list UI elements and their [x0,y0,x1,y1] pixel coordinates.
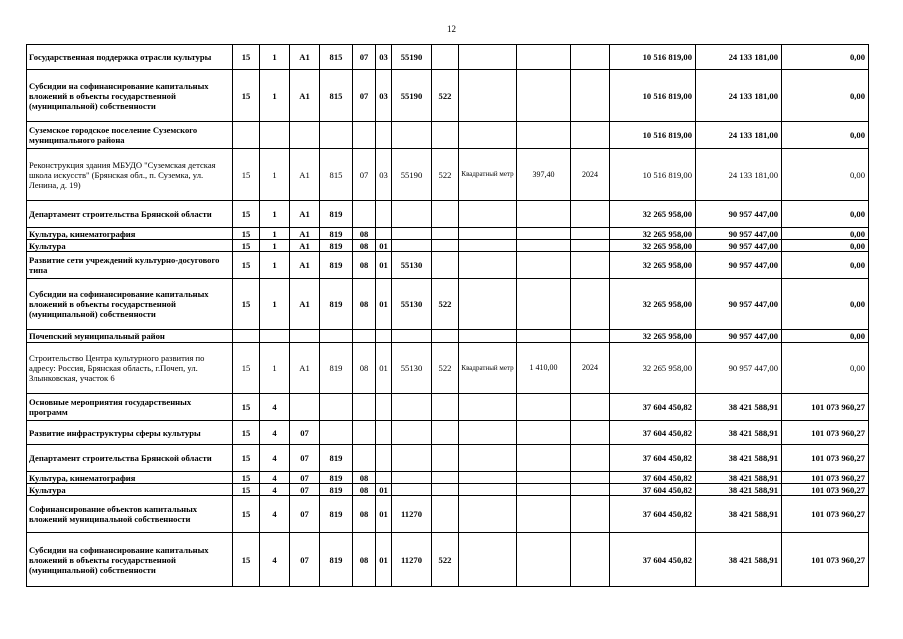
subsection-code-cell: 01 [376,496,392,533]
amount-year1-cell: 37 604 450,82 [610,445,696,472]
section-code-cell: 08 [353,496,376,533]
section-code-cell: 07 [353,149,376,201]
section-code-cell [353,330,376,343]
row-name-cell: Суземское городское поселение Суземского муниципального района [27,122,233,149]
amount-year3-cell: 0,00 [782,240,869,252]
department-code-cell: 819 [320,252,353,279]
project-code-cell: 07 [290,445,320,472]
amount-year3-cell: 0,00 [782,343,869,394]
capacity-cell [517,330,571,343]
expense-type-cell [432,228,459,240]
project-code-cell: 07 [290,496,320,533]
table-row [27,533,869,587]
row-name-cell: Культура [27,240,233,252]
amount-year1-cell: 32 265 958,00 [610,252,696,279]
subsection-code-cell: 03 [376,70,392,122]
amount-year3-cell: 101 073 960,27 [782,484,869,496]
capacity-cell [517,421,571,445]
direction-code-cell [392,122,432,149]
capacity-cell [517,70,571,122]
program-code-cell: 15 [233,149,260,201]
section-code-cell: 07 [353,45,376,70]
unit-cell [459,445,517,472]
program-code-cell: 15 [233,228,260,240]
unit-cell [459,421,517,445]
row-name-cell: Строительство Центра культурного развития по адресу: Россия, Брянская область, г.Почеп, ул. Злынковская, участок 6 [27,343,233,394]
subprogram-code-cell: 1 [260,70,290,122]
amount-year1-cell: 37 604 450,82 [610,533,696,587]
row-name-cell: Департамент строительства Брянской области [27,201,233,228]
section-code-cell [353,122,376,149]
section-code-cell: 08 [353,252,376,279]
project-code-cell: 07 [290,472,320,484]
unit-cell [459,533,517,587]
row-name-cell: Софинансирование объектов капитальных вложений муниципальной собственности [27,496,233,533]
section-code-cell: 07 [353,70,376,122]
amount-year2-cell: 90 957 447,00 [696,240,782,252]
amount-year2-cell: 90 957 447,00 [696,201,782,228]
amount-year2-cell: 38 421 588,91 [696,421,782,445]
table-row [27,330,869,343]
amount-year2-cell: 38 421 588,91 [696,533,782,587]
table-row [27,240,869,252]
direction-code-cell [392,330,432,343]
year-cell [571,45,610,70]
subprogram-code-cell: 1 [260,252,290,279]
amount-year1-cell: 37 604 450,82 [610,484,696,496]
amount-year3-cell: 101 073 960,27 [782,533,869,587]
row-name-cell: Почепский муниципальный район [27,330,233,343]
subsection-code-cell: 01 [376,252,392,279]
subsection-code-cell: 01 [376,279,392,330]
capacity-cell [517,228,571,240]
project-code-cell: 07 [290,533,320,587]
subprogram-code-cell: 4 [260,533,290,587]
subprogram-code-cell: 1 [260,45,290,70]
amount-year2-cell: 38 421 588,91 [696,445,782,472]
section-code-cell: 08 [353,343,376,394]
year-cell [571,472,610,484]
unit-cell [459,496,517,533]
row-name-cell: Субсидии на софинансирование капитальных вложений в объекты государственной (муниципальной) собственности [27,533,233,587]
subsection-code-cell: 01 [376,343,392,394]
subprogram-code-cell: 4 [260,496,290,533]
subsection-code-cell [376,421,392,445]
subsection-code-cell [376,201,392,228]
section-code-cell: 08 [353,240,376,252]
department-code-cell: 819 [320,472,353,484]
page-number: 12 [447,24,456,34]
subsection-code-cell: 03 [376,149,392,201]
amount-year1-cell: 10 516 819,00 [610,149,696,201]
row-name-cell: Культура, кинематография [27,472,233,484]
year-cell [571,330,610,343]
capacity-cell [517,279,571,330]
amount-year3-cell: 101 073 960,27 [782,496,869,533]
department-code-cell: 819 [320,533,353,587]
program-code-cell: 15 [233,45,260,70]
expense-type-cell: 522 [432,279,459,330]
row-name-cell: Культура, кинематография [27,228,233,240]
capacity-cell [517,122,571,149]
amount-year1-cell: 32 265 958,00 [610,330,696,343]
program-code-cell: 15 [233,201,260,228]
subsection-code-cell: 01 [376,533,392,587]
project-code-cell: 07 [290,421,320,445]
department-code-cell: 815 [320,70,353,122]
department-code-cell: 819 [320,343,353,394]
year-cell [571,240,610,252]
amount-year1-cell: 32 265 958,00 [610,343,696,394]
project-code-cell: А1 [290,201,320,228]
subprogram-code-cell: 1 [260,279,290,330]
capacity-cell [517,201,571,228]
department-code-cell [320,421,353,445]
expense-type-cell [432,472,459,484]
direction-code-cell: 55190 [392,70,432,122]
row-name-cell: Субсидии на софинансирование капитальных вложений в объекты государственной (муниципальной) собственности [27,279,233,330]
capacity-cell [517,533,571,587]
expense-type-cell: 522 [432,533,459,587]
capacity-cell [517,394,571,421]
subsection-code-cell: 03 [376,45,392,70]
table-row [27,279,869,330]
unit-cell [459,394,517,421]
direction-code-cell [392,394,432,421]
subsection-code-cell [376,330,392,343]
section-code-cell [353,421,376,445]
amount-year3-cell: 101 073 960,27 [782,445,869,472]
direction-code-cell [392,201,432,228]
table-row [27,343,869,394]
table-row [27,201,869,228]
row-name-cell: Субсидии на софинансирование капитальных вложений в объекты государственной (муниципальной) собственности [27,70,233,122]
department-code-cell: 819 [320,279,353,330]
row-name-cell: Культура [27,484,233,496]
capacity-cell [517,484,571,496]
project-code-cell: 07 [290,484,320,496]
program-code-cell: 15 [233,394,260,421]
amount-year2-cell: 90 957 447,00 [696,252,782,279]
direction-code-cell [392,240,432,252]
amount-year3-cell: 101 073 960,27 [782,394,869,421]
expense-type-cell [432,496,459,533]
department-code-cell: 819 [320,240,353,252]
expense-type-cell [432,252,459,279]
row-name-cell: Основные мероприятия государственных программ [27,394,233,421]
department-code-cell: 819 [320,445,353,472]
subprogram-code-cell: 4 [260,445,290,472]
amount-year2-cell: 38 421 588,91 [696,472,782,484]
year-cell [571,70,610,122]
year-cell [571,252,610,279]
amount-year3-cell: 0,00 [782,279,869,330]
program-code-cell [233,330,260,343]
capacity-cell [517,472,571,484]
unit-cell [459,279,517,330]
unit-cell: Квадратный метр [459,149,517,201]
section-code-cell [353,201,376,228]
capacity-cell [517,45,571,70]
unit-cell [459,122,517,149]
department-code-cell [320,122,353,149]
amount-year2-cell: 24 133 181,00 [696,45,782,70]
section-code-cell: 08 [353,533,376,587]
expense-type-cell: 522 [432,70,459,122]
unit-cell: Квадратный метр [459,343,517,394]
program-code-cell [233,122,260,149]
unit-cell [459,45,517,70]
amount-year2-cell: 24 133 181,00 [696,149,782,201]
amount-year1-cell: 32 265 958,00 [610,240,696,252]
project-code-cell [290,330,320,343]
year-cell [571,484,610,496]
expense-type-cell [432,330,459,343]
amount-year3-cell: 0,00 [782,228,869,240]
project-code-cell: А1 [290,228,320,240]
expense-type-cell [432,394,459,421]
expense-type-cell [432,201,459,228]
program-code-cell: 15 [233,484,260,496]
subprogram-code-cell: 4 [260,421,290,445]
program-code-cell: 15 [233,421,260,445]
amount-year3-cell: 101 073 960,27 [782,421,869,445]
year-cell [571,228,610,240]
direction-code-cell [392,228,432,240]
section-code-cell [353,394,376,421]
expense-type-cell: 522 [432,343,459,394]
amount-year1-cell: 37 604 450,82 [610,496,696,533]
amount-year2-cell: 90 957 447,00 [696,343,782,394]
subsection-code-cell [376,122,392,149]
expense-type-cell [432,240,459,252]
table-row [27,484,869,496]
row-name-cell: Государственная поддержка отрасли культуры [27,45,233,70]
subsection-code-cell [376,472,392,484]
program-code-cell: 15 [233,496,260,533]
table-row [27,252,869,279]
subprogram-code-cell: 1 [260,149,290,201]
project-code-cell: А1 [290,240,320,252]
section-code-cell [353,445,376,472]
expense-type-cell [432,122,459,149]
row-name-cell: Развитие сети учреждений культурно-досугового типа [27,252,233,279]
project-code-cell: А1 [290,343,320,394]
expense-type-cell [432,445,459,472]
direction-code-cell: 11270 [392,496,432,533]
direction-code-cell: 55130 [392,279,432,330]
section-code-cell: 08 [353,228,376,240]
direction-code-cell: 55130 [392,343,432,394]
amount-year3-cell: 0,00 [782,149,869,201]
amount-year1-cell: 32 265 958,00 [610,279,696,330]
year-cell [571,122,610,149]
subprogram-code-cell [260,122,290,149]
year-cell [571,445,610,472]
capacity-cell [517,252,571,279]
subprogram-code-cell: 4 [260,394,290,421]
section-code-cell: 08 [353,472,376,484]
table-row [27,228,869,240]
direction-code-cell: 55130 [392,252,432,279]
program-code-cell: 15 [233,533,260,587]
table-row [27,70,869,122]
year-cell: 2024 [571,149,610,201]
year-cell [571,279,610,330]
table-row [27,122,869,149]
department-code-cell: 819 [320,496,353,533]
unit-cell [459,330,517,343]
unit-cell [459,70,517,122]
program-code-cell: 15 [233,279,260,330]
amount-year1-cell: 37 604 450,82 [610,421,696,445]
amount-year1-cell: 10 516 819,00 [610,122,696,149]
department-code-cell: 815 [320,149,353,201]
expense-type-cell [432,45,459,70]
amount-year3-cell: 0,00 [782,45,869,70]
amount-year3-cell: 0,00 [782,330,869,343]
program-code-cell: 15 [233,252,260,279]
unit-cell [459,484,517,496]
department-code-cell: 819 [320,201,353,228]
project-code-cell: А1 [290,149,320,201]
department-code-cell [320,394,353,421]
direction-code-cell [392,421,432,445]
table-row [27,496,869,533]
amount-year2-cell: 38 421 588,91 [696,496,782,533]
table-row [27,472,869,484]
row-name-cell: Развитие инфраструктуры сферы культуры [27,421,233,445]
amount-year2-cell: 38 421 588,91 [696,484,782,496]
subsection-code-cell [376,228,392,240]
project-code-cell [290,394,320,421]
year-cell [571,496,610,533]
subprogram-code-cell: 1 [260,343,290,394]
row-name-cell: Реконструкция здания МБУДО "Суземская детская школа искусств" (Брянская обл., п. Суземка, ул. Ленина, д. 19) [27,149,233,201]
year-cell [571,421,610,445]
year-cell [571,394,610,421]
row-name-cell: Департамент строительства Брянской области [27,445,233,472]
capacity-cell [517,445,571,472]
amount-year2-cell: 38 421 588,91 [696,394,782,421]
year-cell [571,533,610,587]
table-row [27,394,869,421]
expense-type-cell [432,484,459,496]
section-code-cell: 08 [353,484,376,496]
unit-cell [459,201,517,228]
subprogram-code-cell: 4 [260,484,290,496]
amount-year1-cell: 32 265 958,00 [610,201,696,228]
amount-year1-cell: 10 516 819,00 [610,70,696,122]
program-code-cell: 15 [233,445,260,472]
department-code-cell: 819 [320,228,353,240]
subsection-code-cell [376,394,392,421]
amount-year3-cell: 0,00 [782,201,869,228]
capacity-cell: 397,40 [517,149,571,201]
program-code-cell: 15 [233,70,260,122]
table-row [27,445,869,472]
amount-year1-cell: 32 265 958,00 [610,228,696,240]
direction-code-cell [392,484,432,496]
direction-code-cell [392,445,432,472]
department-code-cell: 815 [320,45,353,70]
year-cell [571,201,610,228]
amount-year1-cell: 10 516 819,00 [610,45,696,70]
direction-code-cell: 11270 [392,533,432,587]
amount-year2-cell: 24 133 181,00 [696,70,782,122]
amount-year3-cell: 0,00 [782,252,869,279]
department-code-cell: 819 [320,484,353,496]
project-code-cell: А1 [290,252,320,279]
subprogram-code-cell: 1 [260,201,290,228]
program-code-cell: 15 [233,343,260,394]
direction-code-cell: 55190 [392,149,432,201]
project-code-cell: А1 [290,279,320,330]
amount-year3-cell: 0,00 [782,122,869,149]
capacity-cell [517,240,571,252]
table-row [27,421,869,445]
table-row [27,45,869,70]
unit-cell [459,228,517,240]
section-code-cell: 08 [353,279,376,330]
amount-year2-cell: 90 957 447,00 [696,330,782,343]
subsection-code-cell: 01 [376,484,392,496]
unit-cell [459,240,517,252]
amount-year2-cell: 90 957 447,00 [696,228,782,240]
project-code-cell: А1 [290,45,320,70]
unit-cell [459,472,517,484]
subprogram-code-cell [260,330,290,343]
subprogram-code-cell: 1 [260,240,290,252]
department-code-cell [320,330,353,343]
subprogram-code-cell: 1 [260,228,290,240]
table-row [27,149,869,201]
subprogram-code-cell: 4 [260,472,290,484]
amount-year1-cell: 37 604 450,82 [610,472,696,484]
budget-table [26,44,869,587]
program-code-cell: 15 [233,240,260,252]
amount-year3-cell: 101 073 960,27 [782,472,869,484]
unit-cell [459,252,517,279]
amount-year2-cell: 24 133 181,00 [696,122,782,149]
capacity-cell [517,496,571,533]
project-code-cell: А1 [290,70,320,122]
program-code-cell: 15 [233,472,260,484]
table-body [27,45,869,587]
expense-type-cell: 522 [432,149,459,201]
direction-code-cell: 55190 [392,45,432,70]
subsection-code-cell: 01 [376,240,392,252]
year-cell: 2024 [571,343,610,394]
subsection-code-cell [376,445,392,472]
amount-year3-cell: 0,00 [782,70,869,122]
project-code-cell [290,122,320,149]
direction-code-cell [392,472,432,484]
amount-year2-cell: 90 957 447,00 [696,279,782,330]
expense-type-cell [432,421,459,445]
capacity-cell: 1 410,00 [517,343,571,394]
amount-year1-cell: 37 604 450,82 [610,394,696,421]
